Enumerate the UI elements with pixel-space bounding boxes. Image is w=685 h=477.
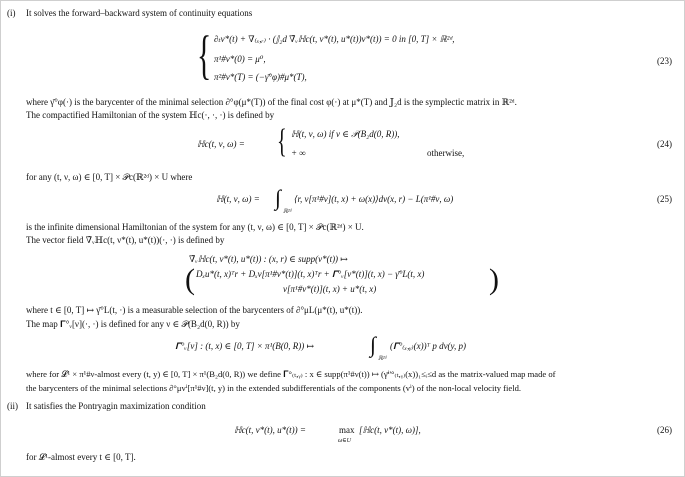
vector-field-line-2: Dₓu*(t, x)ᵀr + Dₓv[π¹#ν*(t)](t, x)ᵀr + 𝚪°ᵥ[ν*(t)](t, x) − γ̄°L(t, x) (196, 269, 425, 279)
vector-field-intro: The vector field ∇̃ᵥℍc(t, ν*(t), u*(t))(·, ·) is defined by (26, 235, 225, 245)
item-ii-intro: It satisfies the Pontryagin maximization condition (26, 401, 206, 411)
equation-number-24: (24) (657, 139, 672, 149)
system-line-1: ∂ₜν*(t) + ∇₍ₓ,ᵣ₎ · (𝕁₂d ∇̃ᵥℍc(t, ν*(t), u*(t))ν*(t)) = 0 in [0, T] × ℝ²ᵈ, (214, 34, 455, 44)
vector-left-paren: ( (185, 263, 195, 296)
max-subscript: ω∈U (338, 438, 352, 444)
hc-case-1: ℍ(t, ν, ω) if ν ∈ 𝒫(B₂d(0, R)), (291, 129, 400, 139)
hc-case-2-condition: otherwise, (427, 148, 465, 158)
equation-number-23: (23) (657, 56, 672, 66)
item-i-intro: It solves the forward–backward system of continuity equations (26, 8, 253, 18)
almost-every-text: for 𝓛¹-almost every t ∈ [0, T]. (26, 452, 136, 462)
vector-field-line-1: ∇̃ᵥℍc(t, ν*(t), u*(t)) : (x, r) ∈ supp(ν*(t)) ↦ (189, 254, 348, 264)
hc-case-2: + ∞ (291, 148, 306, 158)
system-brace: { (197, 25, 212, 85)
integral-domain: ℝ²ᵈ (283, 209, 292, 215)
matrix-valued-map-text: where for 𝓛¹ × π¹#ν-almost every (t, y) ∈ [0, T] × π¹(B₂d(0, R)) we define 𝚪°₍ₜ,ᵧ₎ : x ∈ supp(π¹#ν(t)) ↦ (γ̄ⁱ'°₍ₜ,ᵧ₎(x))₁≤ᵢ≤d as the matrix-valued map made of (26, 369, 556, 379)
item-i-marker: (i) (7, 8, 16, 18)
item-ii-marker: (ii) (7, 401, 18, 411)
vector-right-paren: ) (489, 263, 499, 296)
map-line: 𝚪°ᵥ[ν] : (t, x) ∈ [0, T] × π¹(B(0, R)) ↦ (175, 341, 315, 351)
hc-lhs: ℍc(t, ν, ω) = (197, 139, 245, 149)
compactified-hamiltonian-intro: The compactified Hamiltonian of the system ℍc(·, ·, ·) is defined by (26, 110, 275, 120)
h-lhs: ℍ(t, ν, ω) = (216, 194, 260, 204)
map-integral-domain: ℝ²ᵈ (378, 356, 387, 362)
pmp-lhs: ℍc(t, ν*(t), u*(t)) = (234, 425, 306, 435)
map-integral-sign: ∫ (370, 332, 377, 357)
pmp-rhs: [ℍc(t, ν*(t), ω)], (359, 425, 421, 435)
equation-number-26: (26) (657, 425, 672, 435)
system-line-3: π²#ν*(T) = (−γ̄°φ)#μ*(T), (214, 72, 307, 82)
integral-sign: ∫ (275, 185, 282, 210)
equation-number-25: (25) (657, 194, 672, 204)
barycenters-text: the barycenters of the minimal selections ∂°μvⁱ[π¹#ν](t, y) in the extended subdifferentials of the components (vⁱ) of the non-local velocity field. (26, 383, 522, 393)
measurable-selection-text: where t ∈ [0, T] ↦ γ̄°L(t, ·) is a measurable selection of the barycenters of ∂°μL(μ*(t), u*(t)). (26, 305, 363, 315)
system-line-2: π¹#ν*(0) = μ⁰, (214, 54, 266, 64)
hc-brace: { (277, 123, 287, 160)
vector-field-line-3: v[π¹#ν*(t)](t, x) + u*(t, x) (283, 284, 377, 294)
infinite-dimensional-text: is the infinite dimensional Hamiltonian of the system for any (t, ν, ω) ∈ [0, T] × 𝒫c(ℝ²ᵈ) × U. (26, 222, 364, 232)
where-barycenter-text: where γ̄°φ(·) is the barycenter of the minimal selection ∂°φ(μ*(T)) of the final cost φ(·) at μ*(T) and 𝕁₂d is the symplectic matrix in ℝ²ᵈ. (26, 97, 517, 107)
for-any-text: for any (t, ν, ω) ∈ [0, T] × 𝒫c(ℝ²ᵈ) × U where (26, 172, 193, 182)
h-rhs: ⟨r, v[π¹#ν](t, x) + ω(x)⟩dν(x, r) − L(π¹#ν, ω) (294, 194, 454, 204)
max-operator: max (339, 425, 355, 435)
map-integrand: (𝚪°₍ₓ,ᵧ₎(x))ᵀ p dν(y, p) (390, 341, 467, 351)
map-intro: The map 𝚪°ᵥ[ν](·, ·) is defined for any ν ∈ 𝒫(B₂d(0, R)) by (26, 319, 240, 329)
